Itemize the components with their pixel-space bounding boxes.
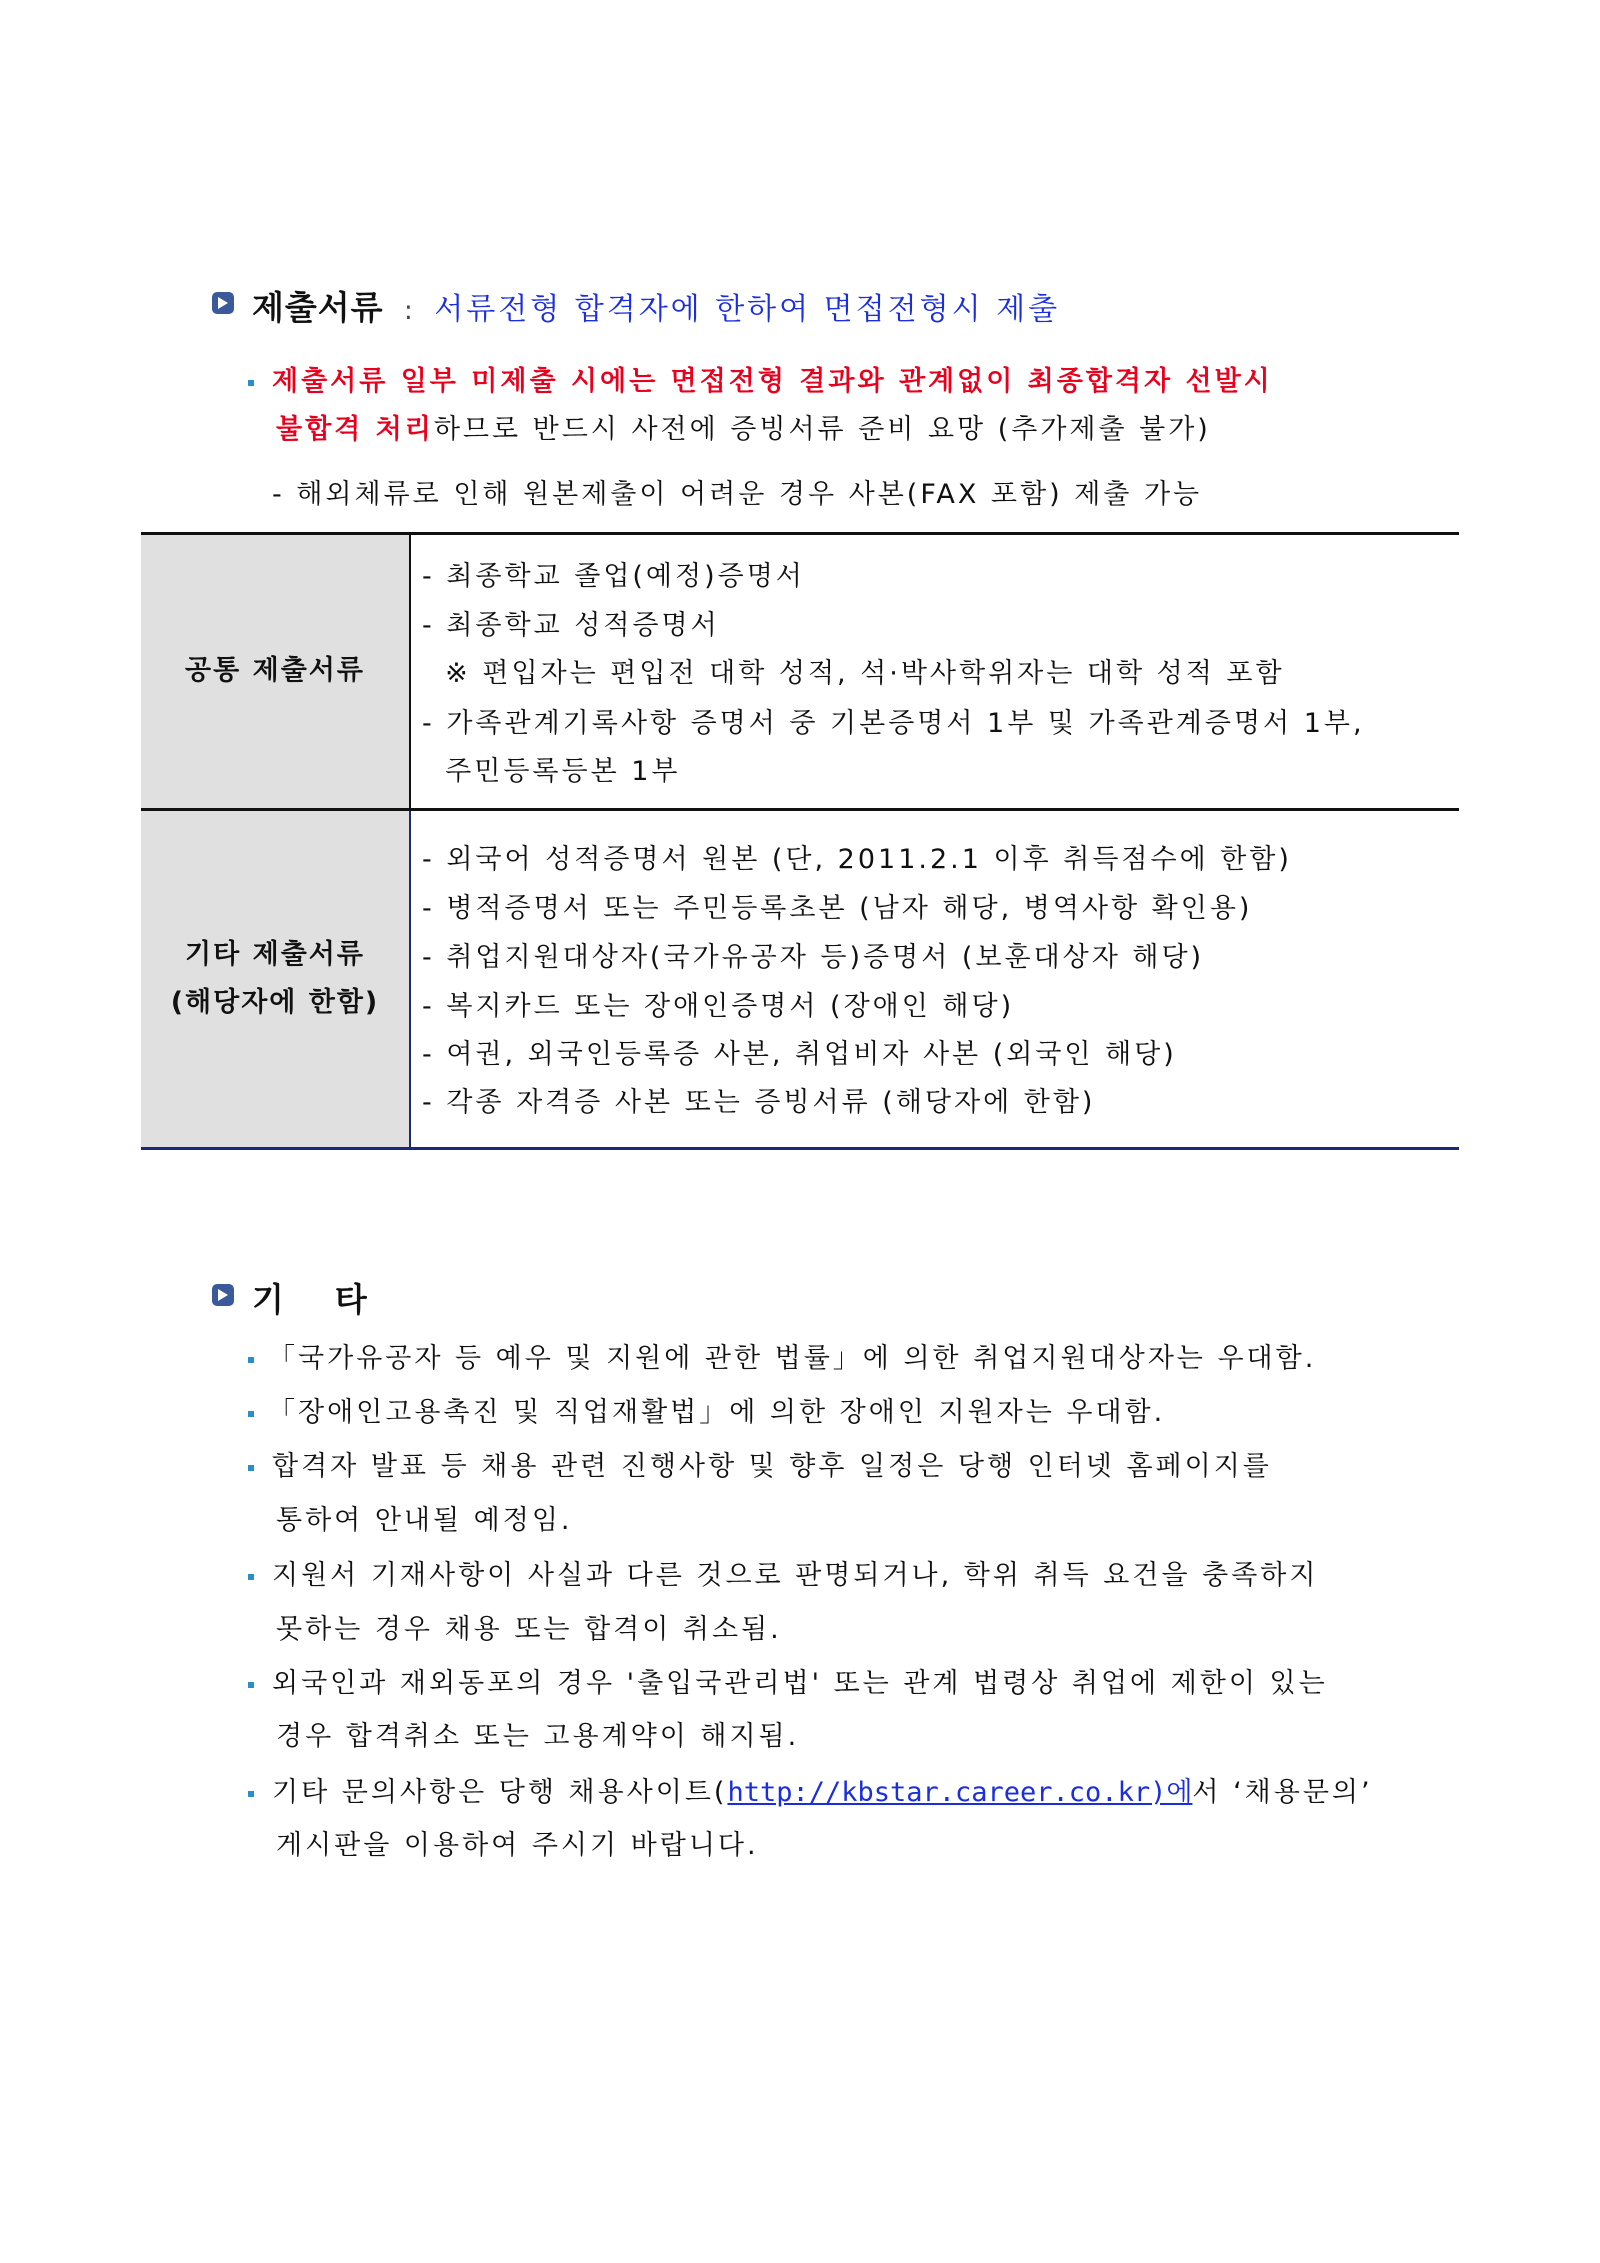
row-header-subtext: (해당자에 한함) (170, 986, 380, 1018)
row-header-text: 공통 제출서류 (185, 654, 365, 686)
table-item: - 복지카드 또는 장애인증명서 (장애인 해당) (422, 991, 1015, 1022)
notice-red-text: 불합격 처리 (276, 414, 434, 445)
bullet-icon (248, 1682, 254, 1688)
list-item: 「국가유공자 등 예우 및 지원에 관한 법률」에 의한 취업지원대상자는 우대함. (268, 1343, 1317, 1374)
list-item-continued: 못하는 경우 채용 또는 합격이 취소됨. (276, 1614, 782, 1645)
bullet-icon (248, 1465, 254, 1471)
career-site-link[interactable]: http://kbstar.career.co.kr)에 (727, 1777, 1193, 1808)
list-item: 외국인과 재외동포의 경우 '출입국관리법' 또는 관계 법령상 취업에 제한이 있는 (272, 1668, 1328, 1699)
list-item-continued: 게시판을 이용하여 주시기 바랍니다. (276, 1830, 759, 1861)
notice-line-1: 제출서류 일부 미제출 시에는 면접전형 결과와 관계없이 최종합격자 선발시 (272, 366, 1273, 397)
section-subtitle: 서류전형 합격자에 한하여 면접전형시 제출 (434, 292, 1061, 327)
section-title-text: 제출서류 (252, 288, 384, 327)
list-item: 지원서 기재사항이 사실과 다른 것으로 판명되거나, 학위 취득 요건을 충족하지 (272, 1560, 1319, 1591)
separator: : (404, 296, 414, 326)
notice-black-text: 하므로 반드시 사전에 증빙서류 준비 요망 (추가제출 불가) (433, 414, 1211, 445)
section-title: 기 타 (252, 1280, 368, 1319)
list-item-text: 기타 문의사항은 당행 채용사이트( (272, 1777, 728, 1808)
list-item-continued: 경우 합격취소 또는 고용계약이 해지됨. (276, 1721, 800, 1752)
list-item: 「장애인고용촉진 및 직업재활법」에 의한 장애인 지원자는 우대함. (268, 1397, 1166, 1428)
notice-line-2 (276, 407, 1211, 446)
bullet-icon (248, 1791, 254, 1797)
row-header-text: 기타 제출서류 (185, 938, 365, 970)
row-header-common (141, 532, 409, 809)
table-item: 주민등록등본 1부 (422, 756, 681, 787)
table-item: - 병적증명서 또는 주민등록초본 (남자 해당, 병역사항 확인용) (422, 893, 1253, 924)
note-line: - 해외체류로 인해 원본제출이 어려운 경우 사본(FAX 포함) 제출 가능 (272, 479, 1203, 510)
list-item: 합격자 발표 등 채용 관련 진행사항 및 향후 일정은 당행 인터넷 홈페이지를 (272, 1451, 1272, 1482)
table-item: ※ 편입자는 편입전 대학 성적, 석·박사학위자는 대학 성적 포함 (422, 658, 1285, 689)
row-divider (141, 808, 1459, 811)
table-item: - 최종학교 성적증명서 (422, 610, 720, 641)
table-item: - 각종 자격증 사본 또는 증빙서류 (해당자에 한함) (422, 1087, 1096, 1118)
table-bottom-border (141, 1147, 1459, 1150)
table-item: - 여권, 외국인등록증 사본, 취업비자 사본 (외국인 해당) (422, 1039, 1177, 1070)
column-divider (409, 809, 411, 1148)
bullet-icon (248, 1574, 254, 1580)
bullet-icon (248, 1357, 254, 1363)
arrow-bullet-icon (212, 1284, 234, 1306)
table-item: - 최종학교 졸업(예정)증명서 (422, 561, 805, 592)
table-item: - 가족관계기록사항 증명서 중 기본증명서 1부 및 가족관계증명서 1부, (422, 708, 1365, 739)
bullet-icon (248, 1411, 254, 1417)
arrow-bullet-icon (212, 292, 234, 314)
column-divider (409, 532, 411, 809)
documents-table (141, 532, 1459, 1148)
table-item: - 외국어 성적증명서 원본 (단, 2011.2.1 이후 취득점수에 한함) (422, 844, 1292, 875)
table-top-border (141, 532, 1459, 535)
list-item-text: 서 ‘채용문의’ (1192, 1777, 1373, 1808)
list-item-continued: 통하여 안내될 예정임. (276, 1505, 573, 1536)
row-header-other (141, 809, 409, 1148)
list-item (272, 1770, 1373, 1809)
bullet-icon (248, 380, 254, 386)
table-item: - 취업지원대상자(국가유공자 등)증명서 (보훈대상자 해당) (422, 942, 1205, 973)
section-title (252, 282, 1060, 329)
